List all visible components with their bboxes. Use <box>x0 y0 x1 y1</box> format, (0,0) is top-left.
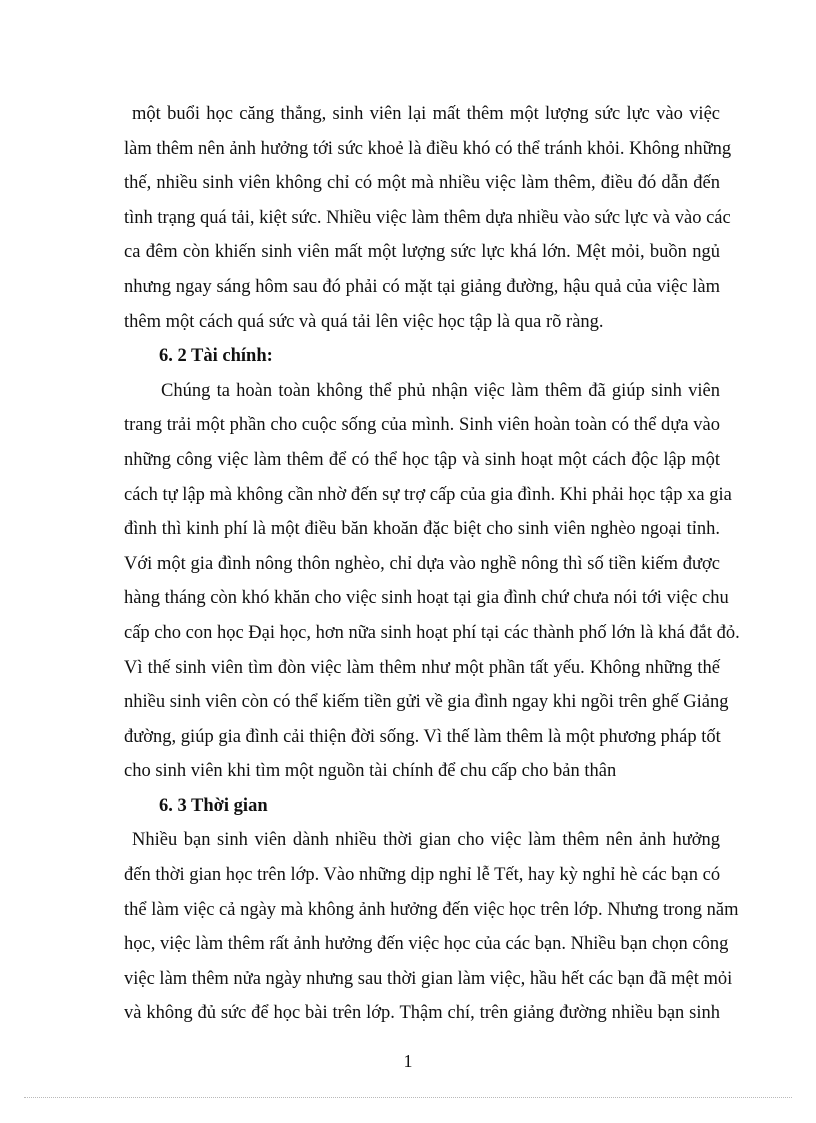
paragraph-line: những công việc làm thêm để có thể học tập và sinh hoạt một cách độc lập một <box>124 449 720 470</box>
paragraph-line: đình thì kinh phí là một điều băn khoăn đặc biệt cho sinh viên nghèo ngoại tỉnh. <box>124 519 720 540</box>
paragraph-line: tình trạng quá tải, kiệt sức. Nhiều việc làm thêm dựa nhiều vào sức lực và vào các <box>124 207 731 228</box>
paragraph-line: và không đủ sức để học bài trên lớp. Thậm chí, trên giảng đường nhiều bạn sinh <box>124 1003 720 1024</box>
section-heading-finance: 6. 2 Tài chính: <box>159 346 273 367</box>
page-number: 1 <box>403 1051 413 1071</box>
paragraph-line: Với một gia đình nông thôn nghèo, chỉ dựa vào nghề nông thì số tiền kiếm được <box>124 553 720 574</box>
paragraph-line: một buổi học căng thẳng, sinh viên lại mất thêm một lượng sức lực vào việc <box>132 104 720 124</box>
paragraph-line: làm thêm nên ảnh hưởng tới sức khoẻ là điều khó có thể tránh khỏi. Không những <box>124 138 732 159</box>
paragraph-line: học, việc làm thêm rất ảnh hưởng đến việc học của các bạn. Nhiều bạn chọn công <box>124 934 729 955</box>
paragraph-line: đến thời gian học trên lớp. Vào những dịp nghỉ lễ Tết, hay kỳ nghỉ hè các bạn có <box>124 865 721 886</box>
paragraph-line: trang trải một phần cho cuộc sống của mình. Sinh viên hoàn toàn có thể dựa vào <box>124 415 720 436</box>
paragraph-line: việc làm thêm nửa ngày nhưng sau thời gian làm việc, hầu hết các bạn đã mệt mỏi <box>124 968 733 989</box>
paragraph-line: Nhiều bạn sinh viên dành nhiều thời gian cho việc làm thêm nên ảnh hưởng <box>132 830 720 851</box>
paragraph-line: ca đêm còn khiến sinh viên mất một lượng sức lực khá lớn. Mệt mỏi, buồn ngủ <box>124 242 720 263</box>
paragraph-line: cách tự lập mà không cần nhờ đến sự trợ cấp của gia đình. Khi phải học tập xa gia <box>124 484 732 505</box>
paragraph-line: Vì thế sinh viên tìm đòn việc làm thêm như một phần tất yếu. Không những thế <box>124 657 720 678</box>
paragraph-line: hàng tháng còn khó khăn cho việc sinh hoạt tại gia đình chứ chưa nói tới việc chu <box>124 588 729 609</box>
paragraph-line: thêm một cách quá sức và quá tải lên việc học tập là qua rõ ràng. <box>124 311 604 332</box>
paragraph-line: cấp cho con học Đại học, hơn nữa sinh hoạt phí tại các thành phố lớn là khá đắt đỏ. <box>124 622 740 643</box>
paragraph-line: nhưng ngay sáng hôm sau đó phải có mặt tại giảng đường, hậu quả của việc làm <box>124 276 720 297</box>
paragraph-line: cho sinh viên khi tìm một nguồn tài chính để chu cấp cho bản thân <box>124 761 617 782</box>
paragraph-line: Chúng ta hoàn toàn không thể phủ nhận việc làm thêm đã giúp sinh viên <box>161 380 720 401</box>
paragraph-line: nhiều sinh viên còn có thể kiếm tiền gửi về gia đình ngay khi ngồi trên ghế Giảng <box>124 692 729 713</box>
document-body <box>124 97 740 1031</box>
paragraph-line: thể làm việc cả ngày mà không ảnh hưởng đến việc học trên lớp. Nhưng trong năm <box>124 899 739 920</box>
paragraph-line: đường, giúp gia đình cải thiện đời sống. Vì thế làm thêm là một phương pháp tốt <box>124 726 721 747</box>
footer-divider <box>24 1097 792 1098</box>
paragraph-line: thế, nhiều sinh viên không chỉ có một mà nhiều việc làm thêm, điều đó dẫn đến <box>124 173 720 194</box>
section-heading-time: 6. 3 Thời gian <box>159 795 268 816</box>
